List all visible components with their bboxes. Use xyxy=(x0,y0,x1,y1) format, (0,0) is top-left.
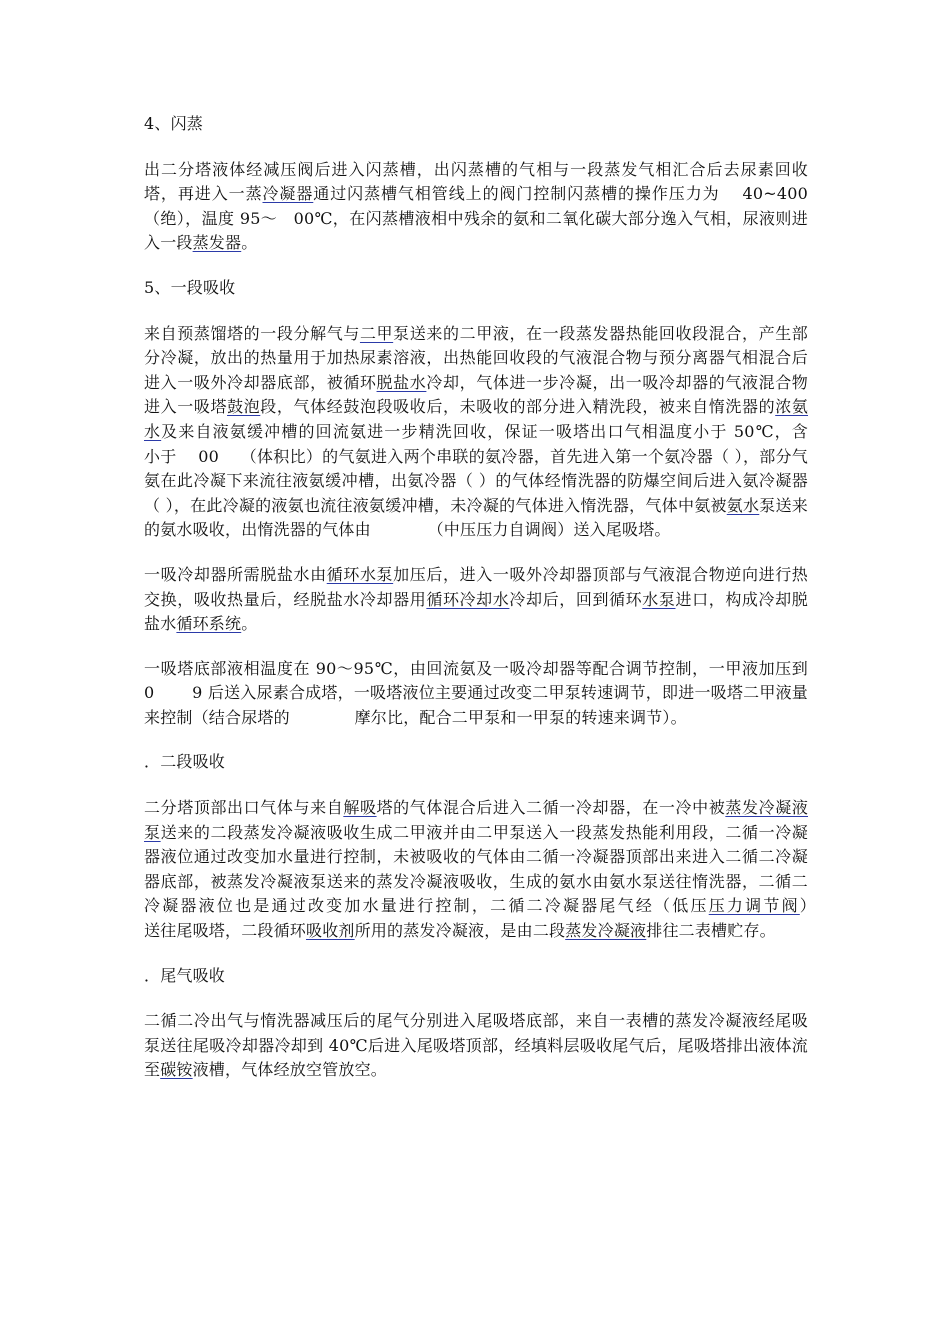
text-run: 冷却，气体进一步冷凝，出一吸冷却器的气液混合物进入一吸塔 xyxy=(144,372,808,417)
term-link[interactable]: 蒸发器 xyxy=(192,233,242,253)
paragraph xyxy=(144,158,841,256)
text-run: 及来自液氨缓冲槽的回流氨进一步精洗回收，保证一吸塔出口气相温度小于 50℃，含 小于 00 （体积比）的气氨进入两个串联的氨冷器，首先进入第一个氨冷器（ ），部分气氨在此冷凝下来流往液氨缓冲槽，出氨冷器（ ）的气体经惰洗器的防爆空间后进入氨冷凝器（ ），在此冷凝的液氨也流往液氨缓冲槽，未冷凝的气体进入惰洗器，气体中氨被 xyxy=(144,421,841,515)
term-link[interactable]: 浓氨水 xyxy=(144,397,809,441)
document-page xyxy=(144,112,879,1103)
section-heading: 5、一段吸收 xyxy=(144,277,236,297)
term-link[interactable]: 解吸 xyxy=(343,798,377,818)
text-run: 进口，构成冷却脱盐水 xyxy=(144,589,808,634)
paragraph xyxy=(144,1009,808,1083)
section-heading: ．尾气吸收 xyxy=(144,965,226,985)
term-link[interactable]: 压力调节阀 xyxy=(708,896,800,916)
term-link[interactable]: 蒸发冷凝液 xyxy=(565,921,647,941)
paragraph xyxy=(144,796,879,944)
text-run: 二循二冷出气与惰洗器减压后的尾气分别进入尾吸塔底部，来自一表槽的蒸发冷凝液经尾吸泵送往尾吸冷却器冷却到 40℃后进入尾吸塔顶部，经填料层吸收尾气后，尾吸塔排出液体流至 xyxy=(144,1011,808,1080)
paragraph xyxy=(144,657,830,731)
text-run: 通过闪蒸槽气相管线上的阀门控制闪蒸槽的操作压力为 40~400 （绝），温度 95～ 00℃，在闪蒸槽液相中残余的氨和二氧化碳大部分逸入气相，尿液则进入一段 xyxy=(144,184,841,253)
text-run: 。 xyxy=(241,233,258,253)
text-run: 段，气体经鼓泡段吸收后，未吸收的部分进入精洗段，被来自惰洗器的 xyxy=(260,397,776,417)
term-link[interactable]: 氨水 xyxy=(726,495,760,515)
section-heading: 4、闪蒸 xyxy=(144,114,203,133)
text-run: 液槽，气体经放空管放空。 xyxy=(192,1060,388,1080)
paragraph xyxy=(144,322,841,543)
term-link[interactable]: 碳铵 xyxy=(160,1060,193,1080)
section-flash-evaporation xyxy=(144,112,841,256)
text-run: 一吸塔底部液相温度在 90～95℃，由回流氨及一吸冷却器等配合调节控制，一甲液加压到 0 9 后送入尿素合成塔，一吸塔液位主要通过改变二甲泵转速调节，即进一吸塔二甲液量来控制（结合尿塔的 摩尔比，配合二甲泵和一甲泵的转速来调节）。 xyxy=(144,658,830,727)
text-run: 来自预蒸馏塔的一段分解气与 xyxy=(144,323,360,343)
text-run: 出二分塔液体经减压阀后进入闪蒸槽，出闪蒸槽的气相与一段蒸发气相汇合后去尿素回收塔，再进入一蒸 xyxy=(144,159,808,204)
term-link[interactable]: 蒸发冷凝液泵 xyxy=(144,798,809,842)
section-heading: ．二段吸收 xyxy=(144,752,226,772)
term-link[interactable]: 脱盐水 xyxy=(376,372,427,392)
text-run: 。 xyxy=(241,614,258,634)
term-link[interactable]: 循环冷却水 xyxy=(426,589,510,609)
text-run: 一吸冷却器所需脱盐水由 xyxy=(144,564,327,584)
text-run: 加压后，进入一吸外冷却器顶部与气液混合物逆向进行热交换，吸收热量后，经脱盐水冷却器用 xyxy=(144,564,808,609)
term-link[interactable]: 吸收剂 xyxy=(306,921,355,941)
text-run: 二分塔顶部出口气体与来自 xyxy=(144,798,344,818)
term-link[interactable]: 二甲 xyxy=(359,323,394,343)
text-run: ） 送往尾吸塔，二段循环 xyxy=(144,896,879,941)
term-link[interactable]: 循环水泵 xyxy=(326,564,394,584)
term-link[interactable]: 冷凝器 xyxy=(262,184,314,204)
section-second-absorption xyxy=(144,750,879,943)
text-run: 排往二表槽贮存。 xyxy=(646,921,776,941)
text-run: 所用的蒸发冷凝液，是由二段 xyxy=(354,921,566,941)
text-run: 塔的气体混合后进入二循一冷却器，在一冷中被 xyxy=(376,798,726,818)
section-tail-gas-absorption xyxy=(144,964,808,1083)
text-run: 泵送来的氨水吸收，出惰洗器的气体由 （中压压力自调阀）送入尾吸塔。 xyxy=(144,495,808,540)
term-link[interactable]: 水泵 xyxy=(642,589,676,609)
text-run: 泵送来的二甲液，在一段蒸发器热能回收段混合，产生部分冷凝，放出的热量用于加热尿素溶液，出热能回收段的气液混合物与预分离器气相混合后进入一吸外冷却器底部，被循环 xyxy=(144,323,808,392)
paragraph xyxy=(144,563,808,637)
section-first-absorption xyxy=(144,276,841,731)
text-run: 冷却后，回到循环 xyxy=(509,589,643,609)
term-link[interactable]: 循环系统 xyxy=(176,614,242,634)
text-run: 送来的二段蒸发冷凝液吸收生成二甲液并由二甲泵送入一段蒸发热能利用段，二循一冷凝器液位通过改变加水量进行控制，未被吸收的气体由二循一冷凝器顶部出来进入二循二冷凝器底部，被蒸发冷凝液泵送来的蒸发冷凝液吸收，生成的氨水由氨水泵送往惰洗器，二循二冷凝器液位也是通过改变加水量进行控制，二循二冷凝器尾气经（低压 xyxy=(144,822,809,916)
term-link[interactable]: 鼓泡 xyxy=(227,397,261,417)
